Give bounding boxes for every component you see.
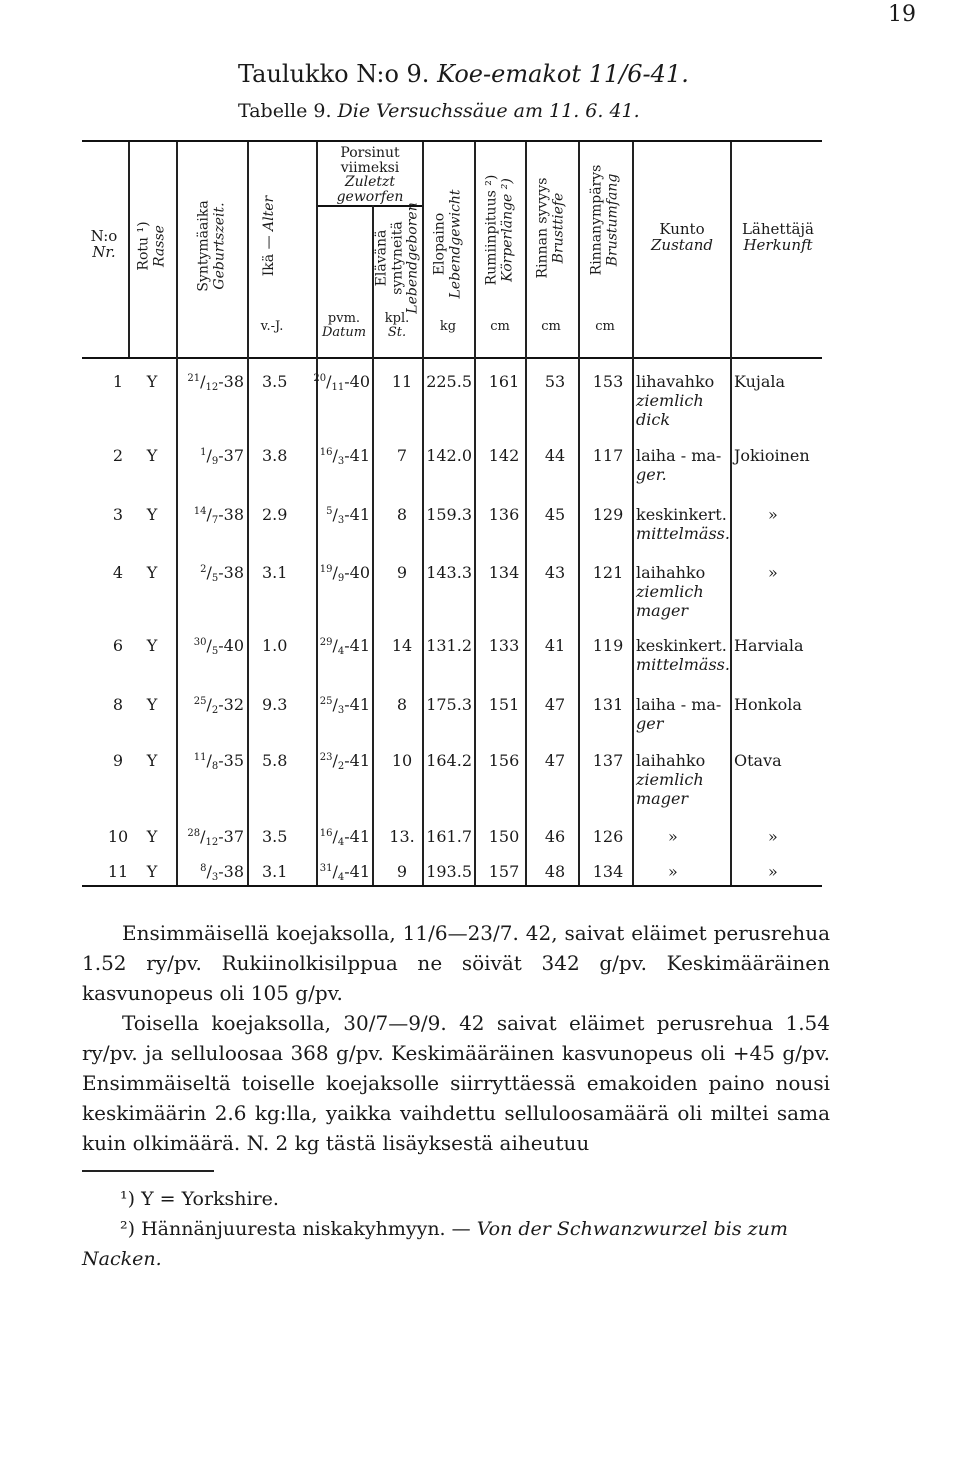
- row-alive: 7: [396, 446, 408, 465]
- row-weight: 175.3: [426, 695, 472, 714]
- row-depth: 41: [544, 636, 566, 655]
- row-girth: 153: [592, 372, 624, 391]
- row-rasse: Y: [146, 827, 158, 846]
- header-depth: Rinnan syvyys Brusttiefe: [534, 177, 566, 279]
- table-title: [238, 60, 689, 88]
- row-sender: Otava: [734, 751, 782, 770]
- row-alive: 8: [396, 505, 408, 524]
- row-rasse: Y: [146, 751, 158, 770]
- header-length: Rumiinpituus ²) Körperlänge ²): [483, 174, 515, 286]
- row-girth: 117: [592, 446, 624, 465]
- row-farrowed: $^5/_3-41$: [326, 505, 370, 526]
- row-sender: Harviala: [734, 636, 804, 655]
- row-number: 4: [112, 563, 124, 582]
- row-depth: 48: [544, 862, 566, 881]
- row-age: 3.1: [262, 862, 288, 881]
- row-age: 3.5: [262, 827, 288, 846]
- row-farrowed: $^{19}/_9-40$: [319, 563, 370, 584]
- row-condition: lihavahko ziemlich dick: [636, 372, 715, 429]
- row-weight: 143.3: [426, 563, 472, 582]
- row-alive: 9: [396, 862, 408, 881]
- row-born: $^{21}/_{12}-38$: [187, 372, 244, 393]
- header-rasse: Rotu ¹) Rasse: [135, 221, 167, 271]
- row-girth: 119: [592, 636, 624, 655]
- header-farrowed: Porsinut viimeksi Zuletzt geworfen: [336, 145, 404, 206]
- row-depth: 46: [544, 827, 566, 846]
- header-bottom-rule: [82, 357, 822, 359]
- row-rasse: Y: [146, 563, 158, 582]
- table-bottom-rule: [82, 885, 822, 887]
- row-condition: keskinkert. mittelmäss.: [636, 505, 730, 543]
- row-weight: 131.2: [426, 636, 472, 655]
- row-girth: 129: [592, 505, 624, 524]
- row-born: $^1/_9-37$: [200, 446, 244, 467]
- row-girth: 121: [592, 563, 624, 582]
- row-weight: 193.5: [426, 862, 472, 881]
- row-girth: 134: [592, 862, 624, 881]
- table-subtitle: [238, 100, 640, 122]
- row-farrowed: $^{31}/_4-41$: [319, 862, 370, 883]
- page-number: 19: [888, 2, 916, 27]
- header-alive: Elävänä syntyneitä Lebendgeboren: [373, 202, 421, 314]
- col-divider: [632, 142, 634, 885]
- unit-girth: cm: [595, 319, 615, 334]
- row-number: 6: [112, 636, 124, 655]
- row-number: 8: [112, 695, 124, 714]
- col-divider: [578, 142, 580, 885]
- paragraph-2: Toisella koejaksolla, 30/7—9/9. 42 saivat eläimet perusrehua 1.54 ry/pv. ja selluloosaa 368 g/pv. Keskimääräinen kasvunopeus oli +45 g/pv. Ensimmäiseltä toiselle koejaksolle siirryttäessä emakoiden paino nousi keskimäärin 2.6 kg:lla, yaikka vaihdettu selluloosamäärä oli miltei sama kuin olkimäärä. N. 2 kg tästä lisäyksestä aiheutuu: [82, 1011, 830, 1155]
- header-condition: Kunto Zustand: [650, 220, 713, 254]
- body-text: [82, 918, 830, 1158]
- row-girth: 126: [592, 827, 624, 846]
- row-depth: 47: [544, 751, 566, 770]
- header-nr: N:o Nr.: [90, 227, 118, 261]
- row-alive: 8: [396, 695, 408, 714]
- row-length: 161: [488, 372, 520, 391]
- row-number: 1: [112, 372, 124, 391]
- row-condition: »: [668, 827, 678, 846]
- row-number: 10: [107, 827, 129, 846]
- col-divider: [176, 142, 178, 885]
- row-farrowed: $^{29}/_4-41$: [319, 636, 370, 657]
- row-born: $^{14}/_7-38$: [193, 505, 244, 526]
- col-divider: [474, 142, 476, 885]
- row-rasse: Y: [146, 372, 158, 391]
- row-born: $^2/_5-38$: [200, 563, 244, 584]
- col-divider: [316, 142, 318, 885]
- row-length: 133: [488, 636, 520, 655]
- row-sender: »: [768, 862, 778, 881]
- row-length: 136: [488, 505, 520, 524]
- row-age: 3.8: [262, 446, 288, 465]
- header-weight: Elopaino Lebendgewicht: [431, 189, 463, 299]
- row-weight: 159.3: [426, 505, 472, 524]
- row-sender: Jokioinen: [734, 446, 810, 465]
- row-depth: 45: [544, 505, 566, 524]
- row-sender: »: [768, 505, 778, 524]
- row-age: 3.1: [262, 563, 288, 582]
- row-sender: »: [768, 827, 778, 846]
- row-rasse: Y: [146, 695, 158, 714]
- row-weight: 164.2: [426, 751, 472, 770]
- row-rasse: Y: [146, 862, 158, 881]
- row-depth: 47: [544, 695, 566, 714]
- row-number: 3: [112, 505, 124, 524]
- row-farrowed: $^{23}/_2-41$: [319, 751, 370, 772]
- footnote-1: ¹) Y = Yorkshire.: [120, 1188, 279, 1210]
- row-farrowed: $^{16}/_3-41$: [319, 446, 370, 467]
- row-girth: 137: [592, 751, 624, 770]
- row-weight: 161.7: [426, 827, 472, 846]
- row-number: 2: [112, 446, 124, 465]
- col-divider: [247, 142, 249, 885]
- title-fi-italic: Koe-emakot 11/6-41.: [437, 60, 689, 88]
- row-length: 156: [488, 751, 520, 770]
- row-age: 2.9: [262, 505, 288, 524]
- row-alive: 14: [391, 636, 413, 655]
- row-length: 134: [488, 563, 520, 582]
- row-depth: 44: [544, 446, 566, 465]
- row-length: 150: [488, 827, 520, 846]
- col-divider: [128, 142, 130, 357]
- row-sender: Honkola: [734, 695, 802, 714]
- unit-date: pvm. Datum: [321, 311, 367, 340]
- row-length: 157: [488, 862, 520, 881]
- row-farrowed: $^{25}/_3-41$: [319, 695, 370, 716]
- unit-length: cm: [490, 319, 510, 334]
- footnote-rule: [82, 1170, 214, 1172]
- paragraph-1: Ensimmäisellä koejaksolla, 11/6—23/7. 42, saivat eläimet perusrehua 1.52 ry/pv. Rukiinolkisilppua ne söivät 342 g/pv. Keskimääräinen kasvunopeus oli 105 g/pv.: [82, 921, 830, 1005]
- row-depth: 43: [544, 563, 566, 582]
- header-age: Ikä — Alter: [261, 195, 278, 277]
- row-number: 9: [112, 751, 124, 770]
- row-weight: 142.0: [426, 446, 472, 465]
- row-alive: 11: [391, 372, 413, 391]
- row-sender: »: [768, 563, 778, 582]
- row-rasse: Y: [146, 446, 158, 465]
- unit-depth: cm: [541, 319, 561, 334]
- row-farrowed: $^{20}/_{11}-40$: [313, 372, 370, 393]
- unit-age: v.-J.: [260, 319, 284, 334]
- row-number: 11: [107, 862, 129, 881]
- title-fi: Taulukko N:o 9.: [238, 60, 430, 88]
- header-born: Syntymäaika Geburtszeit.: [195, 200, 227, 292]
- row-rasse: Y: [146, 505, 158, 524]
- row-farrowed: $^{16}/_4-41$: [319, 827, 370, 848]
- row-condition: laiha - ma- ger.: [636, 446, 722, 484]
- header-top-rule: [82, 140, 822, 142]
- row-age: 9.3: [262, 695, 288, 714]
- unit-alive: kpl. St.: [384, 311, 410, 340]
- row-length: 151: [488, 695, 520, 714]
- row-condition: »: [668, 862, 678, 881]
- row-alive: 9: [396, 563, 408, 582]
- row-depth: 53: [544, 372, 566, 391]
- col-divider: [372, 205, 374, 885]
- unit-weight: kg: [439, 319, 457, 334]
- row-born: $^{11}/_8-35$: [193, 751, 244, 772]
- row-condition: keskinkert. mittelmäss.: [636, 636, 730, 674]
- footnote-2: ²) Hännänjuuresta niskakyhmyyn. — Von der Schwanzwurzel bis zum Nacken.: [82, 1218, 788, 1270]
- row-born: $^8/_3-38$: [200, 862, 244, 883]
- row-sender: Kujala: [734, 372, 786, 391]
- row-alive: 13.: [389, 827, 415, 846]
- row-rasse: Y: [146, 636, 158, 655]
- row-age: 1.0: [262, 636, 288, 655]
- title-de-italic: Die Versuchssäue am 11. 6. 41.: [337, 100, 640, 122]
- header-sender: Lähettäjä Herkunft: [741, 220, 815, 254]
- row-alive: 10: [391, 751, 413, 770]
- row-born: $^{25}/_2-32$: [193, 695, 244, 716]
- row-condition: laihahko ziemlich mager: [636, 563, 706, 620]
- footnotes: [82, 1184, 830, 1274]
- row-girth: 131: [592, 695, 624, 714]
- row-age: 3.5: [262, 372, 288, 391]
- row-condition: laiha - ma- ger: [636, 695, 722, 733]
- col-divider: [422, 142, 424, 885]
- row-condition: laihahko ziemlich mager: [636, 751, 706, 808]
- row-born: $^{28}/_{12}-37$: [187, 827, 244, 848]
- col-divider: [525, 142, 527, 885]
- row-weight: 225.5: [426, 372, 472, 391]
- row-age: 5.8: [262, 751, 288, 770]
- header-girth: Rinnanympärys Brustumfang: [588, 164, 620, 276]
- title-de: Tabelle 9.: [238, 100, 332, 122]
- row-length: 142: [488, 446, 520, 465]
- row-born: $^{30}/_5-40$: [193, 636, 244, 657]
